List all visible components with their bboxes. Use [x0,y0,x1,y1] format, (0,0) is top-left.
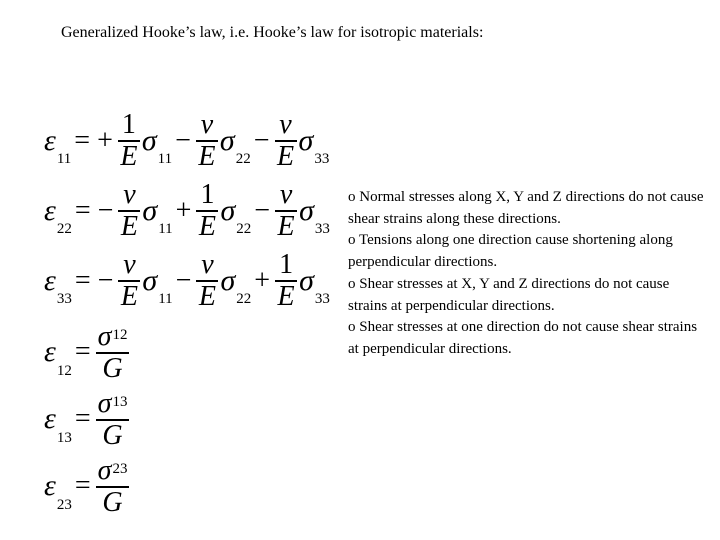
strain-subscript: 23 [56,496,72,513]
equation-eps11 [44,110,329,172]
stress-subscript: 11 [157,150,173,167]
stress-symbol: σ [142,263,158,297]
stress-subscript: 22 [236,220,252,237]
denominator: E [198,280,217,312]
numerator [96,454,130,486]
fraction [196,180,218,242]
fraction [275,110,297,172]
stress-subscript: 22 [236,290,252,307]
numerator: ν [279,109,292,140]
stress-subscript: 12 [112,327,128,343]
stress-subscript: 33 [314,290,330,307]
notes-list [348,187,710,361]
equation-eps12 [44,320,131,384]
denominator: G [102,352,123,384]
denominator: E [120,280,138,312]
note-item: o Normal stresses along X, Y and Z directions do not cause shear strains along these directions. [348,189,704,227]
operator: = [74,402,91,434]
strain-symbol: ε [44,468,56,502]
equations-block [44,110,344,530]
denominator: G [102,419,123,451]
numerator: 1 [200,179,215,210]
note-item: o Shear stresses at X, Y and Z directions do not cause strains at perpendicular directions. [348,275,670,314]
strain-subscript: 33 [56,290,72,307]
fraction [118,250,140,312]
stress-symbol: σ [141,123,157,157]
fraction [196,110,218,172]
equation-eps33 [44,250,330,312]
operator: + [254,264,271,296]
stress-subscript: 33 [314,150,330,167]
operator: = [74,335,91,367]
fraction [118,110,140,172]
numerator: ν [279,179,293,210]
stress-subscript: 11 [158,220,173,237]
numerator: ν [123,179,136,210]
denominator: E [120,140,138,172]
stress-symbol: σ [220,263,236,297]
stress-subscript: 22 [235,150,251,167]
numerator: 1 [121,109,136,140]
operator: − [175,264,192,296]
denominator: E [277,280,295,312]
stress-symbol: σ [219,123,235,157]
stress-symbol: σ [298,123,314,157]
equation-eps22 [44,180,330,242]
fraction [96,387,130,451]
operator: = [74,469,91,501]
strain-subscript: 13 [56,429,72,446]
stress-symbol: σ [299,193,314,227]
fraction [96,454,130,518]
operator: − [175,124,191,156]
fraction [275,250,297,312]
numerator [96,387,130,419]
numerator [96,320,130,352]
denominator: G [102,486,123,518]
denominator: E [198,210,217,242]
strain-symbol: ε [44,263,56,297]
equation-eps13 [44,387,131,451]
numerator: 1 [279,249,294,280]
operator: + [175,194,192,226]
stress-symbol: σ [142,193,158,227]
strain-subscript: 11 [56,150,72,167]
strain-symbol: ε [44,193,56,227]
numerator: ν [201,249,214,280]
strain-symbol: ε [44,401,56,435]
strain-subscript: 22 [56,220,72,237]
fraction [96,320,130,384]
strain-symbol: ε [44,123,56,157]
stress-subscript: 33 [314,220,330,237]
stress-subscript: 11 [158,290,173,307]
operator: − [254,194,271,226]
strain-subscript: 12 [56,362,72,379]
page-title: Generalized Hooke’s law, i.e. Hooke’s law for isotropic materials: [61,24,484,41]
fraction [118,180,140,242]
operator: − [253,124,270,156]
numerator: ν [200,109,214,140]
strain-symbol: ε [44,334,56,368]
operator: = − [74,264,114,296]
denominator: E [276,140,295,172]
fraction [275,180,297,242]
denominator: E [198,140,216,172]
denominator: E [277,210,295,242]
note-item: o Shear stresses at one direction do not cause shear strains at perpendicular directions. [348,319,698,357]
denominator: E [120,210,138,242]
stress-subscript: 23 [112,461,128,477]
stress-symbol: σ [299,263,314,297]
note-item: o Tensions along one direction cause shortening along perpendicular directions. [348,232,673,271]
stress-symbol: σ [97,388,112,419]
operator: = + [74,124,113,156]
stress-symbol: σ [220,193,236,227]
stress-symbol: σ [97,321,112,352]
stress-subscript: 13 [112,394,128,410]
stress-symbol: σ [97,455,112,486]
numerator: ν [123,249,136,280]
equation-eps23 [44,454,131,518]
fraction [196,250,218,312]
operator: = − [74,194,114,226]
